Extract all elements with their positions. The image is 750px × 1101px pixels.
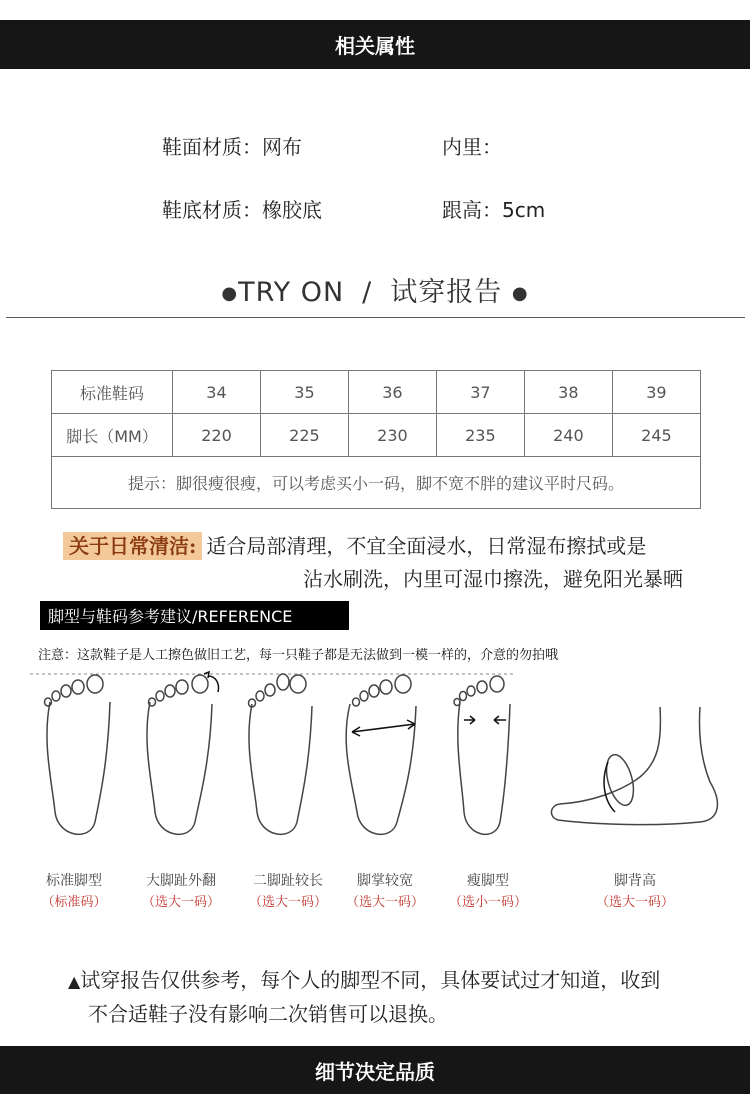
section-header-title: 相关属性 [335,34,415,58]
foot-type-advice: （选大一码） [595,895,674,910]
size-table [51,370,701,509]
foot-type-name: 标准脚型 [46,873,102,889]
length-cell: 220 [173,414,261,457]
size-cell: 34 [173,371,261,414]
length-cell: 245 [612,414,700,457]
tryon-heading: ●TRY ON / 试穿报告 ● [221,277,529,308]
foot-type-name: 大脚趾外翻 [146,873,216,889]
size-row [52,371,701,414]
footer-banner [0,1046,750,1094]
foot-type-advice: （选小一码） [448,895,527,910]
disclaimer-line2: 不合适鞋子没有影响二次销售可以退换。 [88,1002,448,1026]
foot-standard-icon [45,675,111,834]
size-cell: 39 [612,371,700,414]
footer-title: 细节决定品质 [315,1059,435,1084]
care-line2: 沾水刷洗，内里可湿巾擦洗，避免阳光暴晒 [303,567,683,591]
size-cell: 37 [436,371,524,414]
warning-triangle-icon: ▲ [68,972,81,991]
care-section [63,530,703,596]
foot-long-second-toe-icon [249,674,313,834]
length-cell: 225 [260,414,348,457]
foot-type-advice: （选大一码） [345,895,424,910]
foot-type-name: 脚背高 [614,873,656,889]
upper-material: 鞋面材质：网布 [162,135,302,159]
foot-illustrations [30,662,730,852]
foot-type-advice: （选大一码） [248,895,327,910]
lining: 内里： [442,135,502,159]
care-line1: 适合局部清理，不宜全面浸水，日常湿布擦拭或是 [206,534,647,558]
disclaimer-line1: 试穿报告仅供参考，每个人的脚型不同，具体要试过才知道，收到 [80,968,661,992]
size-cell: 38 [524,371,612,414]
reference-notice: 注意：这款鞋子是人工擦色做旧工艺，每一只鞋子都是无法做到一模一样的，介意的勿拍哦 [38,648,559,663]
foot-high-instep-icon [551,707,717,825]
reference-title: 脚型与鞋码参考建议/REFERENCE [48,607,293,626]
foot-bunion-icon [147,672,219,834]
size-note: 提示：脚很瘦很瘦，可以考虑买小一码，脚不宽不胖的建议平时尺码。 [52,457,701,509]
divider [6,317,745,318]
foot-type-advice: （标准码） [41,895,107,910]
foot-type-advice: （选大一码） [141,895,220,910]
size-cell: 36 [348,371,436,414]
length-cell: 235 [436,414,524,457]
reference-bar [40,601,349,630]
length-cell: 230 [348,414,436,457]
size-row-head: 标准鞋码 [52,371,173,414]
care-tag: 关于日常清洁: [63,532,202,560]
note-row [52,457,701,509]
length-row [52,414,701,457]
foot-type-name: 脚掌较宽 [357,873,413,889]
foot-slim-icon [454,676,510,834]
section-header [0,20,750,69]
foot-type-name: 二脚趾较长 [253,873,323,889]
size-cell: 35 [260,371,348,414]
disclaimer [68,964,708,1030]
length-cell: 240 [524,414,612,457]
tryon-right: 试穿报告 [390,277,503,308]
foot-type-name: 瘦脚型 [467,873,509,889]
length-row-head: 脚长（MM） [52,414,173,457]
heel-height: 跟高：5cm [442,198,546,222]
tryon-left: TRY ON [238,277,345,308]
tryon-slash: / [362,277,373,308]
sole-material: 鞋底材质：橡胶底 [162,198,322,222]
foot-wide-icon [346,675,416,834]
